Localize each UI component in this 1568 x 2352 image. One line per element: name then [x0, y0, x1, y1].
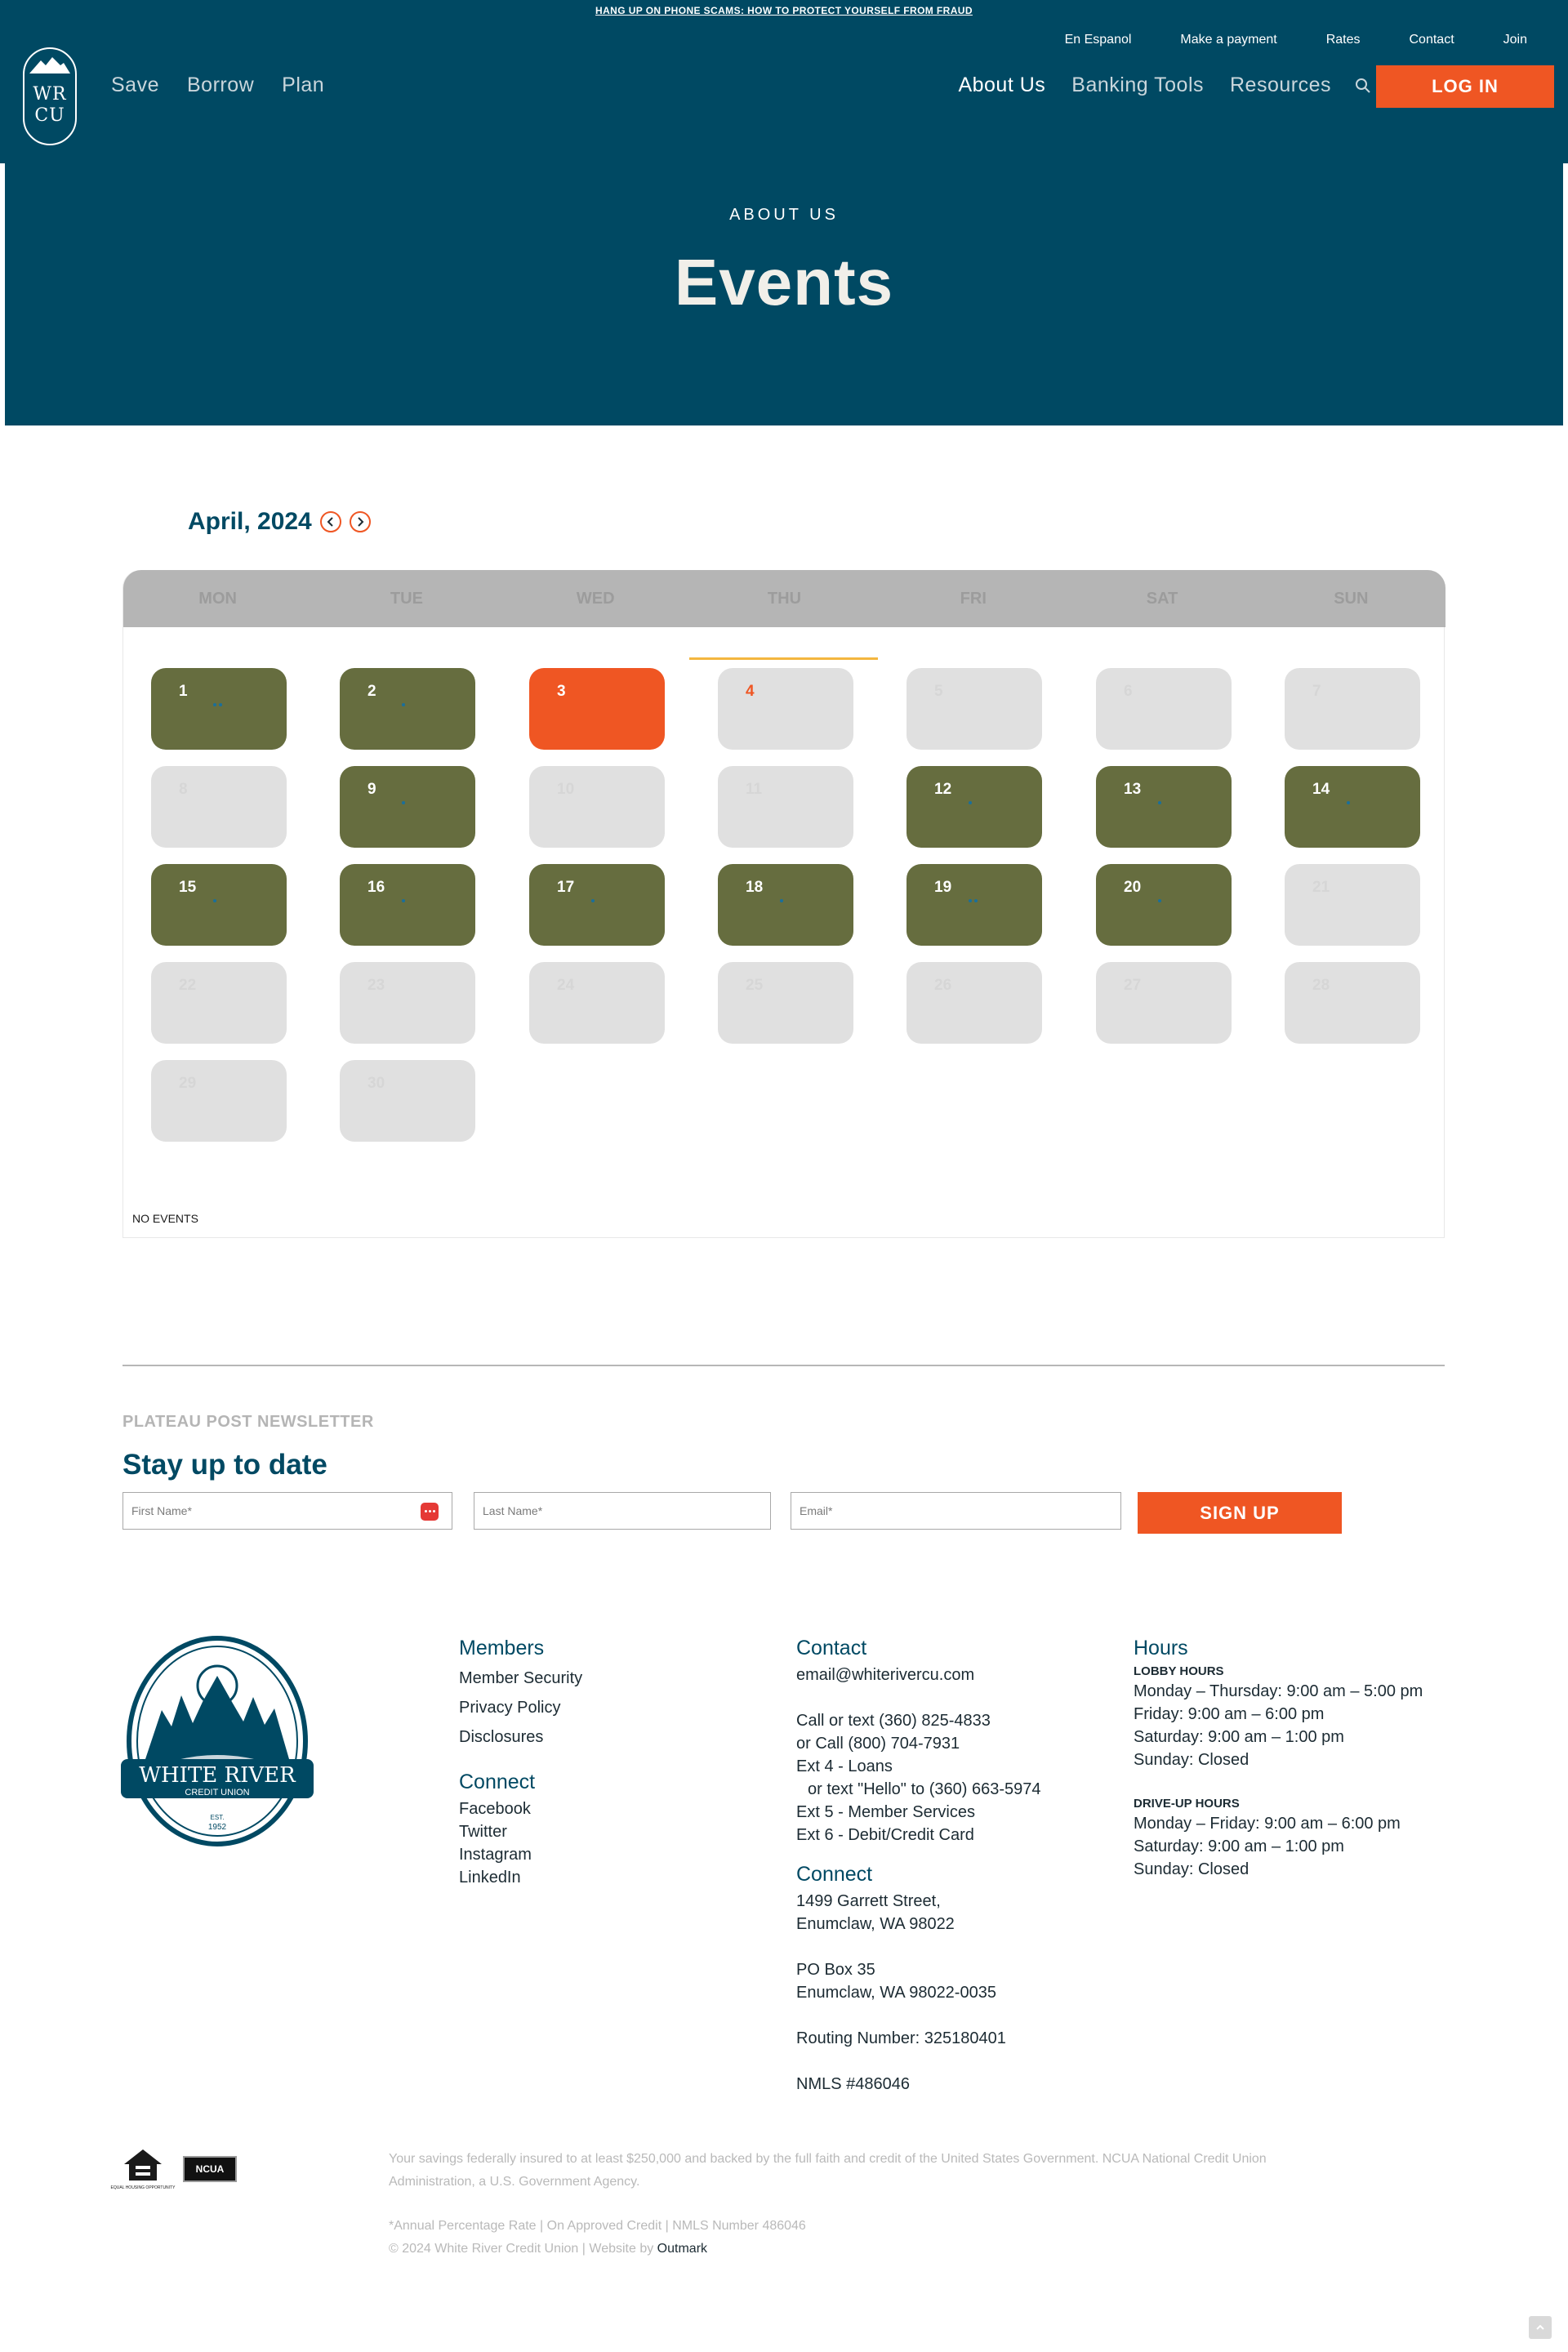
event-dot	[402, 899, 405, 902]
calendar-day-15[interactable]	[151, 864, 287, 946]
event-indicator	[780, 899, 783, 902]
email-field[interactable]	[791, 1492, 1121, 1530]
utility-link-rates[interactable]: Rates	[1325, 33, 1361, 47]
footer-ext-card: Ext 6 - Debit/Credit Card	[796, 1826, 974, 1844]
calendar-day-number: 21	[1312, 879, 1330, 896]
event-dot	[402, 801, 405, 804]
lobby-hours-line: Friday: 9:00 am – 6:00 pm	[1134, 1705, 1325, 1723]
page-hero	[5, 163, 1563, 425]
footer-phone-call[interactable]: or Call (800) 704-7931	[796, 1735, 960, 1753]
calendar-day-1[interactable]	[151, 668, 287, 750]
footer-link-disclosures[interactable]: Disclosures	[459, 1728, 544, 1746]
calendar-day-number: 10	[557, 781, 575, 798]
event-indicator	[213, 703, 222, 706]
calendar-day-7[interactable]	[1285, 668, 1420, 750]
calendar-day-22[interactable]	[151, 962, 287, 1044]
calendar-day-number: 20	[1124, 879, 1142, 896]
footer-routing-number: Routing Number: 325180401	[796, 2029, 1006, 2047]
weekday-sat: SAT	[1146, 590, 1178, 608]
footer-contact-column	[796, 1637, 1040, 2096]
calendar-day-26[interactable]	[906, 962, 1042, 1044]
event-dot	[969, 899, 972, 902]
calendar-day-number: 23	[368, 977, 385, 994]
footer-ext-member-services: Ext 5 - Member Services	[796, 1803, 975, 1821]
login-button[interactable]: LOG IN	[1376, 65, 1554, 108]
calendar-day-number: 1	[179, 683, 188, 700]
logo-text-cu: CU	[34, 105, 65, 126]
main-nav-left	[111, 74, 324, 97]
weekday-thu: THU	[767, 590, 802, 608]
calendar-day-number: 26	[934, 977, 952, 994]
calendar-day-10[interactable]	[529, 766, 665, 848]
last-name-field[interactable]	[474, 1492, 771, 1530]
logo-text-wr: WR	[33, 84, 67, 105]
calendar-day-16[interactable]	[340, 864, 475, 946]
calendar-day-18[interactable]	[718, 864, 853, 946]
page-title: Events	[674, 246, 894, 318]
event-dot	[1158, 899, 1161, 902]
nav-about-us[interactable]: About Us	[958, 74, 1046, 96]
selected-day-indicator	[689, 657, 878, 660]
calendar-day-20[interactable]	[1096, 864, 1232, 946]
event-indicator	[402, 899, 405, 902]
calendar-day-number: 14	[1312, 781, 1330, 798]
hero-eyebrow: ABOUT US	[729, 206, 839, 224]
event-dot	[1347, 801, 1350, 804]
event-indicator	[402, 801, 405, 804]
calendar-day-30[interactable]	[340, 1060, 475, 1142]
calendar-day-number: 4	[746, 683, 755, 700]
calendar-day-number: 3	[557, 683, 566, 700]
signup-button[interactable]: SIGN UP	[1138, 1492, 1342, 1534]
utility-link-espanol[interactable]: En Espanol	[1064, 33, 1132, 47]
calendar-day-3[interactable]	[529, 668, 665, 750]
event-dot	[974, 899, 978, 902]
mountain-icon	[29, 56, 70, 74]
calendar-day-number: 24	[557, 977, 575, 994]
calendar-day-12[interactable]	[906, 766, 1042, 848]
event-indicator	[1347, 801, 1350, 804]
utility-link-contact[interactable]: Contact	[1409, 33, 1454, 47]
chevron-left-icon	[326, 517, 336, 527]
event-dot	[213, 899, 216, 902]
calendar-day-23[interactable]	[340, 962, 475, 1044]
search-icon[interactable]	[1354, 77, 1372, 95]
weekday-wed: WED	[576, 590, 615, 608]
calendar-day-number: 22	[179, 977, 197, 994]
nav-save[interactable]: Save	[111, 74, 159, 96]
copyright-text: © 2024 White River Credit Union | Website by	[389, 2242, 657, 2256]
no-events-label: NO EVENTS	[132, 1212, 198, 1225]
section-divider	[122, 1365, 1445, 1366]
utility-nav	[1065, 33, 1527, 47]
first-name-field[interactable]	[122, 1492, 452, 1530]
prev-month-button[interactable]	[320, 511, 341, 532]
drive-up-hours-label: DRIVE-UP HOURS	[1134, 1797, 1240, 1811]
footer-social-column	[459, 1771, 535, 1889]
newsletter-title: Stay up to date	[122, 1449, 327, 1481]
event-dot	[1158, 801, 1161, 804]
site-header	[0, 0, 1568, 163]
weekday-header-row	[123, 570, 1446, 627]
event-indicator	[591, 899, 595, 902]
calendar-day-9[interactable]	[340, 766, 475, 848]
calendar-day-2[interactable]	[340, 668, 475, 750]
calendar-day-14[interactable]	[1285, 766, 1420, 848]
calendar-header	[188, 508, 371, 536]
apr-disclaimer: *Annual Percentage Rate | On Approved Credit | NMLS Number 486046	[389, 2219, 806, 2233]
footer-link-privacy-policy[interactable]: Privacy Policy	[459, 1699, 561, 1717]
calendar-day-number: 15	[179, 879, 197, 896]
utility-link-join[interactable]: Join	[1503, 33, 1527, 47]
email-placeholder: Email*	[800, 1504, 833, 1517]
calendar-day-28[interactable]	[1285, 962, 1420, 1044]
chevron-up-icon	[1535, 2323, 1545, 2332]
event-dot	[969, 801, 972, 804]
footer-members-column	[459, 1637, 582, 1752]
weekday-sun: SUN	[1334, 590, 1369, 608]
footer-street: 1499 Garrett Street,	[796, 1892, 941, 1910]
badge-sub: CREDIT UNION	[185, 1788, 250, 1797]
calendar-day-21[interactable]	[1285, 864, 1420, 946]
calendar-day-number: 12	[934, 781, 952, 798]
footer-connect-address-heading: Connect	[796, 1863, 873, 1886]
calendar-day-number: 17	[557, 879, 575, 896]
footer-po-city: Enumclaw, WA 98022-0035	[796, 1984, 996, 2002]
lobby-hours-line: Sunday: Closed	[1134, 1751, 1250, 1769]
event-dot	[219, 703, 222, 706]
calendar-day-number: 29	[179, 1075, 197, 1092]
next-month-button[interactable]	[350, 511, 371, 532]
footer-link-facebook[interactable]: Facebook	[459, 1800, 531, 1818]
calendar-day-5[interactable]	[906, 668, 1042, 750]
event-indicator	[969, 801, 972, 804]
footer-contact-heading: Contact	[796, 1637, 867, 1659]
footer-link-twitter[interactable]: Twitter	[459, 1823, 507, 1841]
calendar-day-number: 16	[368, 879, 385, 896]
equal-housing-text: EQUAL HOUSING OPPORTUNITY	[110, 2185, 176, 2190]
calendar-day-number: 7	[1312, 683, 1321, 700]
footer-link-linkedin[interactable]: LinkedIn	[459, 1869, 521, 1886]
footer-hours-column	[1134, 1637, 1423, 1881]
calendar-day-24[interactable]	[529, 962, 665, 1044]
event-indicator	[213, 899, 216, 902]
equal-housing-logo	[110, 2148, 176, 2194]
footer-city: Enumclaw, WA 98022	[796, 1915, 955, 1933]
footer-po-box: PO Box 35	[796, 1961, 875, 1979]
footer-connect-social-heading: Connect	[459, 1771, 536, 1793]
calendar-day-number: 2	[368, 683, 376, 700]
calendar-day-11[interactable]	[718, 766, 853, 848]
calendar-day-number: 8	[179, 781, 188, 798]
white-river-badge-logo[interactable]	[121, 1637, 314, 1851]
weekday-mon: MON	[198, 590, 237, 608]
footer-ext-loans: Ext 4 - Loans	[796, 1757, 893, 1775]
calendar-day-19[interactable]	[906, 864, 1042, 946]
calendar-day-13[interactable]	[1096, 766, 1232, 848]
calendar-day-number: 25	[746, 977, 764, 994]
nav-resources[interactable]: Resources	[1230, 74, 1331, 96]
autofill-icon[interactable]	[421, 1503, 439, 1521]
ncua-logo: NCUA	[183, 2156, 237, 2182]
event-dot	[591, 899, 595, 902]
weekday-fri: FRI	[960, 590, 987, 608]
calendar-day-number: 6	[1124, 683, 1133, 700]
copyright	[389, 2238, 707, 2261]
main-nav-right	[958, 74, 1372, 97]
last-name-placeholder: Last Name*	[483, 1504, 543, 1517]
calendar-day-number: 19	[934, 879, 952, 896]
calendar-month-label: April, 2024	[188, 508, 312, 535]
event-indicator	[1158, 801, 1161, 804]
calendar-day-number: 13	[1124, 781, 1142, 798]
event-calendar	[122, 570, 1445, 1238]
drive-up-hours-line: Monday – Friday: 9:00 am – 6:00 pm	[1134, 1815, 1401, 1833]
badge-est: EST.	[210, 1814, 225, 1821]
calendar-day-4[interactable]	[718, 668, 853, 750]
lobby-hours-line: Saturday: 9:00 am – 1:00 pm	[1134, 1728, 1344, 1746]
calendar-day-29[interactable]	[151, 1060, 287, 1142]
lobby-hours-line: Monday – Thursday: 9:00 am – 5:00 pm	[1134, 1682, 1423, 1700]
calendar-day-6[interactable]	[1096, 668, 1232, 750]
nav-plan[interactable]: Plan	[282, 74, 325, 96]
insurance-disclaimer: Your savings federally insured to at least $250,000 and backed by the full faith and credit of the United States Government. NCUA National Credit Union Administration, a U.S. Government Agency.	[389, 2152, 1267, 2189]
badge-year: 1952	[207, 1823, 227, 1832]
footer-phone-text[interactable]: Call or text (360) 825-4833	[796, 1712, 991, 1730]
event-dot	[402, 703, 405, 706]
event-indicator	[1158, 899, 1161, 902]
nav-banking-tools[interactable]: Banking Tools	[1071, 74, 1204, 96]
calendar-day-number: 5	[934, 683, 943, 700]
chevron-right-icon	[355, 517, 365, 527]
calendar-day-number: 28	[1312, 977, 1330, 994]
agency-link[interactable]: Outmark	[657, 2242, 708, 2256]
footer-email-link[interactable]: email@whiterivercu.com	[796, 1666, 975, 1684]
first-name-placeholder: First Name*	[131, 1504, 192, 1517]
calendar-day-27[interactable]	[1096, 962, 1232, 1044]
drive-up-hours-line: Saturday: 9:00 am – 1:00 pm	[1134, 1838, 1344, 1855]
fraud-alert-link[interactable]: HANG UP ON PHONE SCAMS: HOW TO PROTECT YOURSELF FROM FRAUD	[595, 5, 973, 16]
footer-hello-text: or text "Hello" to (360) 663-5974	[808, 1780, 1041, 1798]
scroll-to-top-button[interactable]	[1529, 2316, 1552, 2339]
footer-nmls: NMLS #486046	[796, 2075, 910, 2093]
event-indicator	[969, 899, 978, 902]
calendar-day-number: 18	[746, 879, 764, 896]
lobby-hours-label: LOBBY HOURS	[1134, 1664, 1224, 1678]
footer-members-heading: Members	[459, 1637, 545, 1659]
event-indicator	[402, 703, 405, 706]
utility-link-payment[interactable]: Make a payment	[1180, 33, 1277, 47]
calendar-day-25[interactable]	[718, 962, 853, 1044]
weekday-tue: TUE	[390, 590, 423, 608]
calendar-day-number: 11	[746, 781, 763, 798]
calendar-day-number: 30	[368, 1075, 385, 1092]
footer-hours-heading: Hours	[1134, 1637, 1188, 1659]
calendar-day-number: 9	[368, 781, 376, 798]
newsletter-eyebrow: PLATEAU POST NEWSLETTER	[122, 1413, 374, 1431]
site-logo[interactable]	[23, 47, 77, 145]
calendar-day-8[interactable]	[151, 766, 287, 848]
nav-borrow[interactable]: Borrow	[186, 74, 255, 96]
badge-name: WHITE RIVER	[139, 1763, 296, 1788]
footer-link-member-security[interactable]: Member Security	[459, 1669, 583, 1687]
calendar-day-number: 27	[1124, 977, 1142, 994]
drive-up-hours-line: Sunday: Closed	[1134, 1860, 1250, 1878]
event-dot	[213, 703, 216, 706]
footer-link-instagram[interactable]: Instagram	[459, 1846, 532, 1864]
calendar-day-17[interactable]	[529, 864, 665, 946]
event-dot	[780, 899, 783, 902]
